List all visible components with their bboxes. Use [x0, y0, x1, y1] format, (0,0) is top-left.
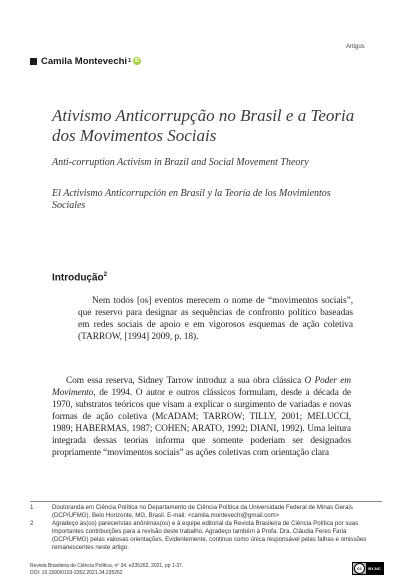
title-portuguese: Ativismo Anticorrupção no Brasil e a Teoria dos Movimentos Sociais	[52, 106, 355, 145]
body-text-part1: Com essa reserva, Sidney Tarrow introduz a sua obra clássica	[66, 376, 305, 386]
footnote-number: 2	[30, 520, 34, 527]
footnote-item	[30, 520, 382, 552]
author-footnote-mark[interactable]: 1	[128, 58, 132, 64]
title-spanish: El Activismo Anticorrupción en Brasil y la Teoría de los Movimientos Sociales	[52, 188, 331, 211]
footnote-text: Agradeço às(os) pareceristas anônimas(os) e à equipe editorial da Revista Brasileira de Ciência Política por suas importantes contribuições para a revisão deste trabalho. Agradeço também à Profa. Dra. Cláudia Feres Faria (DCP/UFMG) pelas valiosas orientações. Evidentemente, continuo como única responsável pelas falhas e omissões remanescentes neste artigo.	[52, 520, 367, 551]
body-text-part2: , de 1994. O autor e outros clássicos formulam, desde a década de 1970, substratos teóricos que visam a explicar o surgimento de variadas e novas formas de ação coletiva (McADAM; TARROW; TILLY, 2001; MELUCCI, 1989; HABERMAS, 1987; COHEN; ARATO, 1992; DIANI, 1992). Uma leitura integrada dessas teorias informa que somente poderiam ser designados propriamente “movimentos sociais” as ações coletivas com orientação clara	[52, 388, 351, 458]
footnote-item	[30, 504, 382, 520]
author-marker-icon	[30, 58, 37, 65]
footnote-divider	[30, 501, 382, 502]
body-paragraph	[52, 375, 351, 459]
journal-citation: Revista Brasileira de Ciência Política, nº 34. e235262, 2021, pp 1-37.	[30, 563, 184, 569]
journal-doi[interactable]: DOI: 10.1590/0103-3352.2021.34.235262	[30, 569, 123, 576]
journal-reference	[30, 563, 183, 576]
section-footnote-mark[interactable]: 2	[103, 272, 108, 278]
section-heading	[52, 272, 107, 283]
footnote-number: 1	[30, 504, 34, 511]
footnotes	[30, 504, 382, 552]
cc-license-badge[interactable]	[352, 562, 384, 575]
author-line	[30, 55, 141, 67]
section-heading-text: Introdução	[52, 272, 104, 284]
section-label: Artigos	[346, 44, 365, 50]
footnote-text: Doutoranda em Ciência Política no Departamento de Ciência Política da Universidade Federal de Minas Gerais (DCP/UFMG), Belo Horizonte, MG, Brasil. E-mail: <camila.montevechi@gmail.com>	[52, 504, 353, 519]
book-title: O Poder em Movimento	[52, 376, 351, 398]
title-english: Anti-corruption Activism in Brazil and Social Movement Theory	[52, 157, 309, 168]
creative-commons-icon: cc	[354, 563, 365, 574]
license-label: BY-NC	[366, 563, 383, 574]
orcid-icon[interactable]: iD	[134, 58, 140, 64]
epigraph-quote: Nem todos [os] eventos merecem o nome de “movimentos sociais”, que reservo para designar as sequências de confronto político baseadas em redes sociais de apoio e em vigorosos esquemas de ação coletiva (TARROW, [1994] 2009, p. 18).	[78, 296, 353, 342]
author-name: Camila Montevechi	[41, 55, 128, 67]
